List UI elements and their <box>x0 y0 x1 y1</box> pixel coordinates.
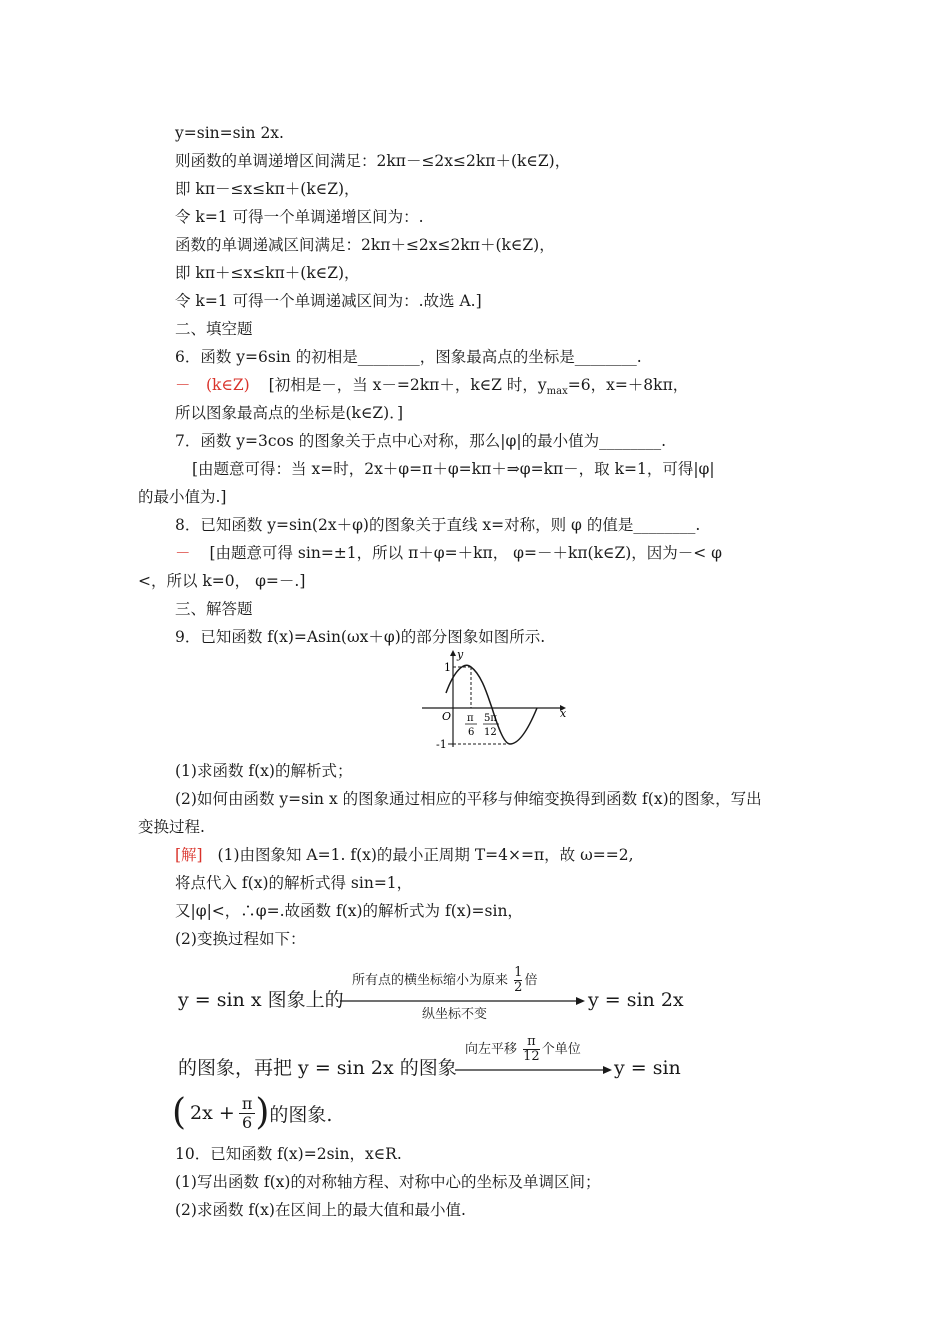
transform-2-top-text: 向左平移 <box>465 1042 518 1057</box>
transform-3-frac-den: 6 <box>241 1112 253 1132</box>
x2-num-label: 5π <box>484 713 497 724</box>
line-3: 即 kπ－≤x≤kπ＋(k∈Z)， <box>175 180 360 198</box>
transform-1-frac-den: 2 <box>514 980 523 995</box>
transform-3-line <box>172 1093 332 1133</box>
question-9: 9．已知函数 f(x)=Asin(ωx＋φ)的部分图象如图所示. <box>175 628 546 646</box>
question-7: 7．函数 y=3cos 的图象关于点中心对称，那么|φ|的最小值为________. <box>175 432 667 450</box>
line-6: 即 kπ＋≤x≤kπ＋(k∈Z)， <box>175 264 360 282</box>
question-10-part-1: (1)写出函数 f(x)的对称轴方程、对称中心的坐标及单调区间； <box>175 1173 601 1191</box>
question-10-part-2: (2)求函数 f(x)在区间上的最大值和最小值. <box>175 1201 466 1219</box>
line-5: 函数的单调递减区间满足：2kπ＋≤2x≤2kπ＋(k∈Z)， <box>175 236 555 254</box>
solution-line-1 <box>175 845 634 865</box>
transform-1-top-text: 所有点的横坐标缩小为原来 <box>352 973 509 988</box>
sine-graph-figure <box>420 647 570 750</box>
close-paren: ) <box>255 1092 270 1133</box>
transform-1-bottom: 纵坐标不变 <box>422 1007 488 1022</box>
answer-7: [由题意可得：当 x=时，2x＋φ=π＋φ=kπ＋⇒φ=kπ－，取 k=1，可得|φ| <box>192 460 715 478</box>
answer-8-red: － <box>175 544 191 562</box>
open-paren: ( <box>172 1092 187 1133</box>
x-axis-label: x <box>560 707 567 720</box>
transform-2-left: 的图象，再把 y = sin 2x 的图象 <box>178 1057 457 1079</box>
transform-1-left: y = sin x 图象上的 <box>178 989 344 1011</box>
transform-2-right: y = sin <box>614 1057 681 1079</box>
x1-den-label: 6 <box>468 727 475 738</box>
line-4: 令 k=1 可得一个单调递增区间为：. <box>175 208 424 226</box>
y-axis-arrow <box>450 650 456 656</box>
transform-1-frac-num: 1 <box>514 965 523 980</box>
transform-1-right: y = sin 2x <box>588 989 684 1011</box>
question-6: 6．函数 y=6sin 的初相是________，图象最高点的坐标是________. <box>175 348 642 366</box>
x1-num-label: π <box>467 713 474 724</box>
transform-1-top-end: 倍 <box>524 973 538 988</box>
answer-8-text: [由题意可得 sin=±1，所以 π＋φ=＋kπ， φ=－＋kπ(k∈Z)，因为－< φ <box>209 544 723 562</box>
transform-2-top-end: 个单位 <box>541 1042 581 1057</box>
answer-6-end: =6，x=＋8kπ， <box>567 376 689 394</box>
answer-6-sub: max <box>546 386 568 398</box>
answer-6-red: － (k∈Z) <box>175 376 250 394</box>
solution-line-3: 又|φ|<，∴φ=.故函数 f(x)的解析式为 f(x)=sin， <box>175 902 523 920</box>
transform-3-end: 的图象. <box>269 1103 333 1126</box>
transform-1-top <box>352 966 537 995</box>
solution-tag: [解] <box>175 846 203 864</box>
tick-1-label: 1 <box>444 661 451 674</box>
tick-neg1-label: -1 <box>436 738 447 750</box>
solution-line-4: (2)变换过程如下： <box>175 930 306 948</box>
answer-6 <box>175 375 688 402</box>
answer-7-cont: 的最小值为.] <box>138 488 227 506</box>
solution-line-2: 将点代入 f(x)的解析式得 sin=1， <box>175 874 413 892</box>
transform-2-arrow <box>455 1064 613 1076</box>
line-7: 令 k=1 可得一个单调递减区间为：.故选 A.] <box>175 292 482 310</box>
answer-6-cont: 所以图象最高点的坐标是(k∈Z)．] <box>175 404 404 422</box>
origin-label: O <box>442 710 452 723</box>
question-10: 10．已知函数 f(x)=2sin，x∈R. <box>175 1145 402 1163</box>
y-axis-label: y <box>457 648 464 661</box>
answer-8-cont: <，所以 k=0， φ=－.] <box>138 572 306 590</box>
answer-6-text: [初相是－，当 x－=2kπ＋，k∈Z 时，y <box>268 376 547 394</box>
solution-text-1: (1)由图象知 A=1. f(x)的最小正周期 T=4×=π，故 ω==2, <box>217 846 634 864</box>
section-fill-blank: 二、填空题 <box>175 320 253 338</box>
transform-3-expr: 2x + <box>190 1102 235 1124</box>
transform-2-frac-num: π <box>523 1035 540 1050</box>
line-1: y=sin=sin 2x. <box>175 124 284 142</box>
question-9-part-2: (2)如何由函数 y=sin x 的图象通过相应的平移与伸缩变换得到函数 f(x)的图象，写出 <box>175 790 762 808</box>
x2-den-label: 12 <box>484 727 497 738</box>
transform-3-frac-num: π <box>239 1095 256 1114</box>
transform-2-top <box>465 1035 581 1064</box>
answer-8 <box>175 543 722 563</box>
section-solve: 三、解答题 <box>175 600 253 618</box>
transform-2-frac-den: 12 <box>523 1049 540 1064</box>
question-9-part-2-cont: 变换过程. <box>138 818 205 836</box>
line-2: 则函数的单调递增区间满足：2kπ－≤2x≤2kπ＋(k∈Z)， <box>175 152 571 170</box>
transform-3-frac <box>239 1095 256 1132</box>
question-9-part-1: (1)求函数 f(x)的解析式； <box>175 762 353 780</box>
question-8: 8．已知函数 y=sin(2x＋φ)的图象关于直线 x=对称，则 φ 的值是________. <box>175 516 701 534</box>
